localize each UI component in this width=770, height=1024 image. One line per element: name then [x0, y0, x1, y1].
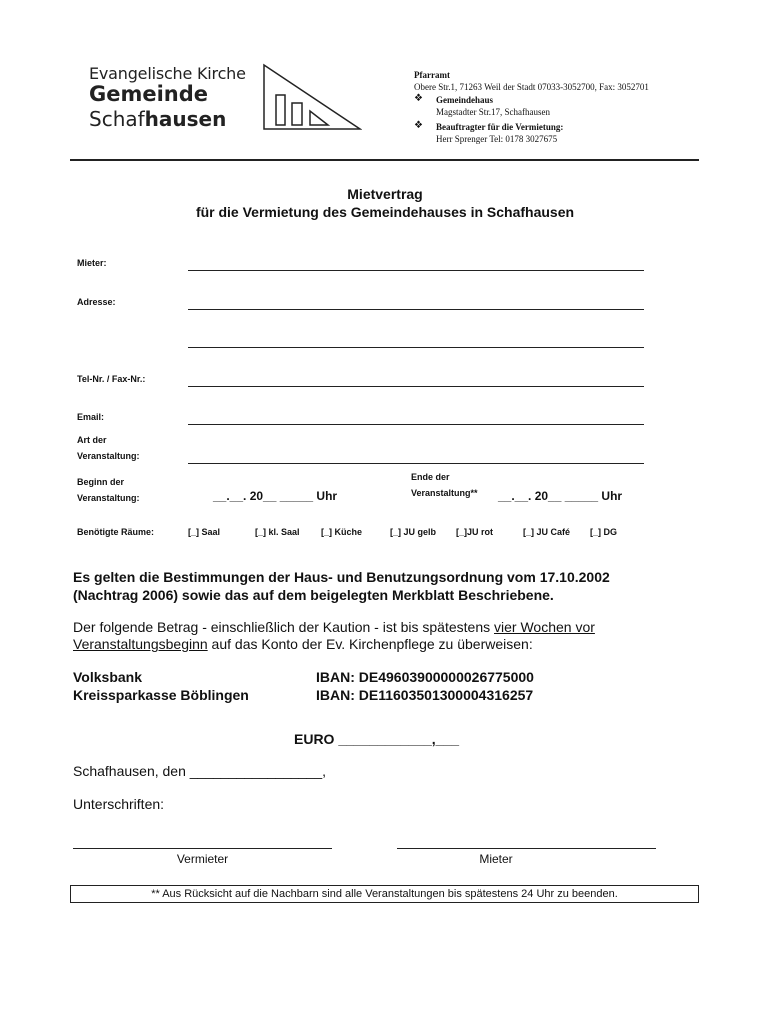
payment-line2-text: auf das Konto der Ev. Kirchenpflege zu überweisen:: [207, 636, 533, 652]
art-label-line2: Veranstaltung:: [77, 451, 140, 461]
mieter-field[interactable]: [188, 270, 644, 271]
payment-line1-text: Der folgende Betrag - einschließlich der Kaution - ist bis spätestens: [73, 619, 494, 635]
diamond-bullet-icon: ❖: [414, 93, 423, 104]
ende-label-line1: Ende der: [411, 472, 450, 482]
tel-label: Tel-Nr. / Fax-Nr.:: [77, 374, 146, 384]
pfarramt-title: Pfarramt: [414, 70, 450, 80]
gemeindehaus-address: Magstadter Str.17, Schafhausen: [436, 107, 550, 117]
beginn-date-field[interactable]: __.__. 20__ _____ Uhr: [213, 489, 338, 503]
payment-deadline: vier Wochen vor: [494, 619, 595, 635]
email-field[interactable]: [188, 424, 644, 425]
mieter-label: Mieter:: [77, 258, 107, 268]
email-label: Email:: [77, 412, 105, 422]
tel-field[interactable]: [188, 386, 644, 387]
adresse-field-1[interactable]: [188, 309, 644, 310]
rules-line1: Es gelten die Bestimmungen der Haus- und Benutzungsordnung vom 17.10.2002: [73, 569, 610, 585]
mieter-signature-label: Mieter: [479, 852, 513, 866]
ende-label-line2: Veranstaltung**: [411, 488, 478, 498]
rules-line2: (Nachtrag 2006) sowie das auf dem beigelegten Merkblatt Beschriebene.: [73, 587, 554, 603]
document-title: Mietvertrag: [347, 186, 423, 202]
gemeindehaus-title: Gemeindehaus: [436, 95, 494, 105]
logo-text-line3: [89, 107, 226, 131]
bank-iban: IBAN: DE49603900000026775000: [316, 669, 534, 685]
ende-date-field[interactable]: __.__. 20__ _____ Uhr: [498, 489, 623, 503]
diamond-bullet-icon: ❖: [414, 120, 423, 131]
room-checkbox-dg[interactable]: [_] DG: [590, 527, 617, 537]
payment-line1: [73, 619, 595, 635]
header-divider: [70, 159, 699, 161]
room-checkbox-ju-cafe[interactable]: [_] JU Café: [523, 527, 571, 537]
amount-field[interactable]: EURO ____________,___: [294, 731, 460, 747]
room-checkbox-ju-rot[interactable]: [_]JU rot: [456, 527, 494, 537]
document-subtitle: für die Vermietung des Gemeindehauses in Schafhausen: [195, 204, 575, 220]
adresse-label: Adresse:: [77, 297, 116, 307]
logo-text-line3-b: hausen: [144, 107, 227, 131]
pfarramt-address: Obere Str.1, 71263 Weil der Stadt 07033-3052700, Fax: 3052701: [414, 82, 649, 92]
beginn-label-line2: Veranstaltung:: [77, 493, 140, 503]
vermieter-signature-line[interactable]: [73, 848, 332, 849]
signatures-title: Unterschriften:: [73, 796, 165, 812]
beauftragter-name: Herr Sprenger Tel: 0178 3027675: [436, 134, 558, 144]
vermieter-label: Vermieter: [176, 852, 229, 866]
church-logo-icon: [262, 63, 362, 136]
beginn-label-line1: Beginn der: [77, 477, 125, 487]
logo-text-line3-a: Schaf: [89, 107, 145, 131]
bank-name: Kreissparkasse Böblingen: [73, 687, 249, 703]
logo-text-line1: Evangelische Kirche: [89, 64, 246, 83]
room-checkbox-saal[interactable]: [_] Saal: [188, 527, 221, 537]
payment-deadline-cont: Veranstaltungsbeginn: [73, 636, 208, 652]
raeume-label: Benötigte Räume:: [77, 527, 155, 537]
bank-iban: IBAN: DE11603501300004316257: [316, 687, 534, 703]
mieter-signature-line[interactable]: [397, 848, 656, 849]
place-date-field[interactable]: Schafhausen, den _________________,: [73, 763, 327, 779]
art-field[interactable]: [188, 463, 644, 464]
payment-line2: [73, 636, 533, 652]
room-checkbox-kueche[interactable]: [_] Küche: [321, 527, 363, 537]
art-label-line1: Art der: [77, 435, 107, 445]
footnote-box: ** Aus Rücksicht auf die Nachbarn sind alle Veranstaltungen bis spätestens 24 Uhr zu beenden.: [70, 885, 699, 903]
beauftragter-title: Beauftragter für die Vermietung:: [436, 122, 564, 132]
room-checkbox-ju-gelb[interactable]: [_] JU gelb: [390, 527, 437, 537]
bank-name: Volksbank: [73, 669, 142, 685]
adresse-field-2[interactable]: [188, 347, 644, 348]
logo-text-line2: Gemeinde: [89, 82, 209, 106]
room-checkbox-kl-saal[interactable]: [_] kl. Saal: [255, 527, 300, 537]
